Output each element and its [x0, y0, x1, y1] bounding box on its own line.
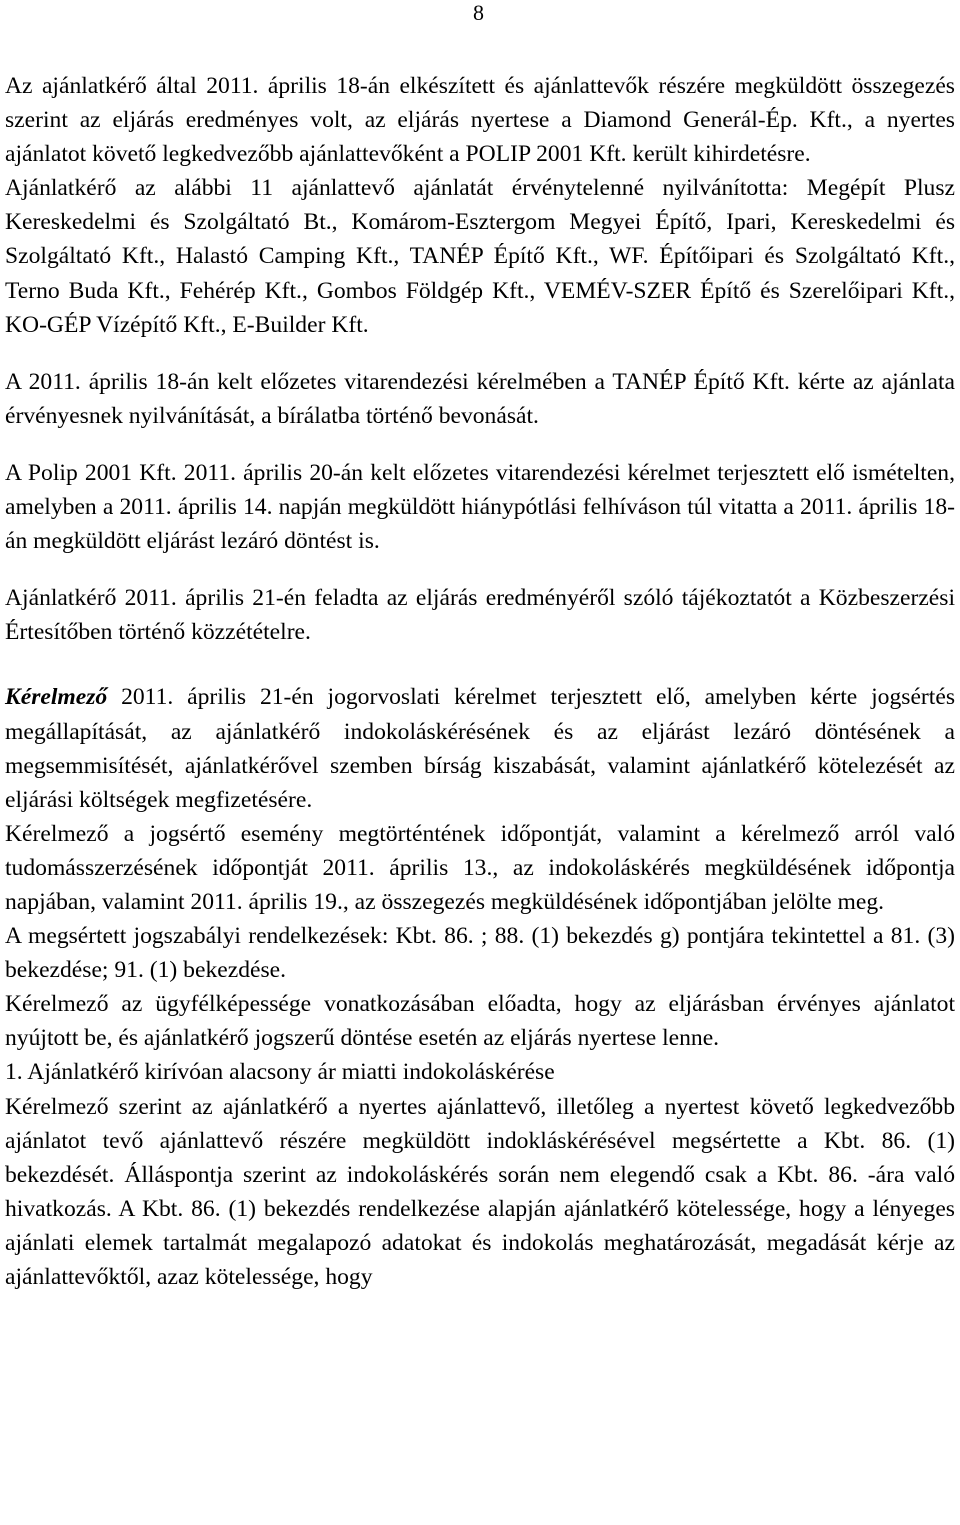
remedy-request-text: 2011. április 21-én jogorvoslati kérelmet terjesztett elő, amelyben kérte jogsértés megállapítását, az ajánlatkérő indokoláskérésének és az eljárást lezáró döntésének a megsemmisítését, ajánlatkérővel szemben bírság kiszabását, valamint ajánlatkérő kötelezését az eljárási költségek megfizetésére.	[5, 684, 955, 813]
paragraph-tanep-request: A 2011. április 18-án kelt előzetes vitarendezési kérelmében a TANÉP Építő Kft. kérte az ajánlata érvényesnek nyilvánítását, a bírálatba történő bevonását.	[5, 368, 955, 429]
section-heading-1: 1. Ajánlatkérő kirívóan alacsony ár miatti indokoláskérése	[5, 1059, 555, 1086]
paragraph-violated-provisions: A megsértett jogszabályi rendelkezések: Kbt. 86. ; 88. (1) bekezdés g) pontjára tekintettel a 81. (3) bekezdése; 91. (1) bekezdése.	[5, 923, 955, 984]
paragraph-dates: Kérelmező a jogsértő esemény megtörténtének időpontját, valamint a kérelmező arról való tudomásszerzésének időpontját 2011. április 13., az indokoláskérés megküldésének időpontja napjában, valamint 2011. április 19., az összegezés megküldésének időpontjában jelölte meg.	[5, 820, 955, 915]
paragraph-polip-request: A Polip 2001 Kft. 2011. április 20-án kelt előzetes vitarendezési kérelmet terjesztett elő ismételten, amelyben a 2011. április 14. napján megküldött hiánypótlási felhíváson túl vitatta a 2011. április 18-án megküldött eljárást lezáró döntést is.	[5, 459, 955, 555]
page-number: 8	[473, 0, 484, 25]
document-body	[5, 69, 955, 1294]
paragraph-summary-result: Az ajánlatkérő által 2011. április 18-án elkészített és ajánlattevők részére megküldött összegezés szerint az eljárás eredményes volt, az eljárás nyertese a Diamond Generál-Ép. Kft., a nyertes ajánlatot követő legkedvezőbb ajánlattevőként a POLIP 2001 Kft. került kihirdetésre.	[5, 73, 955, 168]
paragraph-remedy-request	[5, 680, 955, 816]
applicant-label: Kérelmező	[5, 684, 108, 711]
paragraph-invalid-bids: Ajánlatkérő az alábbi 11 ajánlattevő ajánlatát érvénytelenné nyilvánította: Megépít Plusz Kereskedelmi és Szolgáltató Bt., Komárom-Esztergom Megyei Építő, Ipari, Kereskedelmi és Szolgáltató Kft., Halastó Camping Kft., TANÉP Építő Kft., WF. Építőipari és Szolgáltató Kft., Terno Buda Kft., Fehérép Kft., Gombos Földgép Kft., VEMÉV-SZER Építő és Szerelőipari Kft., KO-GÉP Vízépítő Kft., E-Builder Kft.	[5, 175, 955, 338]
paragraph-publication: Ajánlatkérő 2011. április 21-én feladta az eljárás eredményéről szóló tájékoztatót a Közbeszerzési Értesítőben történő közzétételre.	[5, 585, 955, 646]
paragraph-low-price-justification: Kérelmező szerint az ajánlatkérő a nyertes ajánlattevő, illetőleg a nyertest követő legkedvezőbb ajánlatot tevő ajánlattevő részére megküldött indokláskérésével megsértette a Kbt. 86. (1) bekezdését. Álláspontja szerint az indokoláskérés során nem elegendő csak a Kbt. 86. -ára való hivatkozás. A Kbt. 86. (1) bekezdés rendelkezése alapján ajánlatkérő kötelessége, hogy a lényeges ajánlati elemek tartalmát megalapozó adatokat és indokolás meghatározását, megadását kérje az ajánlattevőktől, azaz kötelessége, hogy	[5, 1093, 955, 1290]
paragraph-standing: Kérelmező az ügyfélképessége vonatkozásában előadta, hogy az eljárásban érvényes ajánlatot nyújtott be, és ajánlatkérő jogszerű döntése esetén az eljárás nyertese lenne.	[5, 991, 955, 1052]
